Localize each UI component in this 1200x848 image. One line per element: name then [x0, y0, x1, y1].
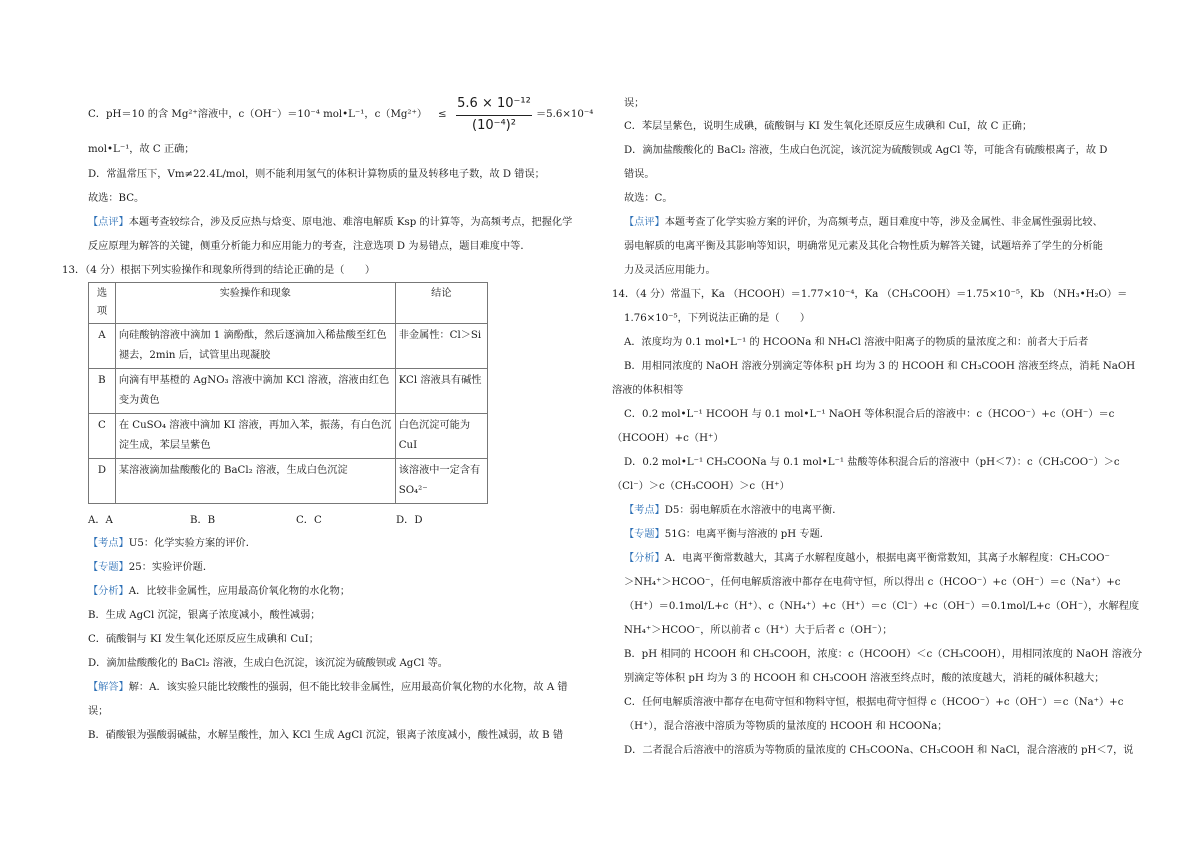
table-row: [89, 459, 488, 504]
fenxi-tag: 【分析】: [624, 553, 665, 564]
fraction-denominator: (10⁻⁴)²: [472, 118, 516, 133]
experiment-table: [88, 282, 488, 504]
zhuanti-tag: 【专题】: [88, 562, 129, 573]
q13-fenxi-a: [88, 585, 350, 599]
review-tag: 【点评】: [624, 217, 665, 228]
q14-stem-1: 14．（4 分）常温下，Ka （HCOOH）＝1.77×10⁻⁴，Ka （CH₃COOH）＝1.75×10⁻⁵，Kb （NH₃•H₂O）＝: [612, 289, 1128, 300]
q14-fenxi-7: C．任何电解质溶液中都存在电荷守恒和物料守恒，根据电荷守恒得 c（HCOO⁻）+c（OH⁻）＝c（Na⁺）+c: [624, 697, 1124, 708]
fenxi-text: A．比较非金属性，应用最高价氧化物的水化物；: [128, 586, 351, 597]
q13-choice-a: A．A: [88, 515, 113, 526]
q13-choice-d: D．D: [396, 515, 423, 526]
header-option: 选项: [89, 283, 116, 324]
r-review-1: [624, 216, 1103, 230]
row-operation: 向硅酸钠溶液中滴加 1 滴酚酞，然后逐滴加入稀盐酸至红色褪去，2min 后，试管里出现凝胶: [115, 324, 395, 369]
q13-choice-b: B．B: [190, 515, 216, 526]
zhuanti-text: 25：实验评价题．: [128, 562, 214, 573]
review-text: 本题考查了化学实验方案的评价，为高频考点，题目难度中等，涉及金属性、非金属性强弱比较、: [664, 217, 1103, 228]
review-tag: 【点评】: [88, 217, 129, 228]
kaodian-tag: 【考点】: [624, 505, 665, 516]
q13-fenxi-b: B．生成 AgCl 沉淀，银离子浓度减小，酸性减弱；: [88, 610, 321, 621]
jieda-text: 解：A．该实验只能比较酸性的强弱，但不能比较非金属性，应用最高价氧化物的水化物，故 A 错: [128, 682, 568, 693]
r-line-5: 故选：C。: [624, 193, 673, 204]
q13-jieda-2: 误；: [88, 706, 109, 717]
fenxi-tag: 【分析】: [88, 586, 129, 597]
row-conclusion: 该溶液中一定含有 SO₄²⁻: [395, 459, 487, 504]
row-option: B: [89, 369, 116, 414]
kaodian-text: U5：化学实验方案的评价．: [128, 538, 256, 549]
zhuanti-text: 51G：电离平衡与溶液的 pH 专题．: [664, 529, 830, 540]
q14-option-d-2: （Cl⁻）＞c（CH₃COOH）＞c（H⁺）: [612, 481, 790, 492]
q14-fenxi-6: 别滴定等体积 pH 均为 3 的 HCOOH 和 CH₃COOH 溶液至终点时，酸的浓度越大，消耗的碱体积越大；: [624, 673, 1105, 684]
q13-title: 13．（4 分）根据下列实验操作和现象所得到的结论正确的是（ ）: [62, 265, 376, 276]
q14-fenxi-1: [624, 552, 1110, 566]
table-row: [89, 414, 488, 459]
q14-option-c-2: （HCOOH）+c（H⁺）: [612, 433, 724, 444]
q14-option-b-2: 溶液的体积相等: [612, 385, 684, 396]
q14-fenxi-8: （H⁺），混合溶液中溶质为等物质的量浓度的 HCOOH 和 HCOONa；: [624, 721, 948, 732]
leq-symbol: ≤: [438, 109, 447, 120]
table-row: [89, 324, 488, 369]
q14-option-a: A．浓度均为 0.1 mol•L⁻¹ 的 HCOONa 和 NH₄Cl 溶液中阳离子的物质的量浓度之和：前者大于后者: [624, 337, 1089, 348]
row-conclusion: 非金属性：Cl＞Si: [395, 324, 487, 369]
q12-review-line2: 反应原理为解答的关键，侧重分析能力和应用能力的考查，注意选项 D 为易错点，题目难度中等．: [88, 241, 531, 252]
r-line-4: 错误。: [624, 169, 655, 180]
q12-review-line1: [88, 216, 572, 230]
q14-fenxi-9: D．二者混合后溶液中的溶质为等物质的量浓度的 CH₃COONa、CH₃COOH 和 NaCl，混合溶液的 pH＜7，说: [624, 745, 1134, 756]
q14-stem-2: 1.76×10⁻⁵，下列说法正确的是（ ）: [624, 313, 811, 324]
fraction-bar: [456, 115, 532, 116]
header-conclusion: 结论: [395, 283, 487, 324]
row-option: C: [89, 414, 116, 459]
q14-zhuanti: [624, 528, 830, 542]
q12-c-cont: mol•L⁻¹，故 C 正确；: [88, 144, 195, 155]
r-review-3: 力及灵活应用能力。: [624, 265, 716, 276]
q13-choice-c: C．C: [296, 515, 322, 526]
q13-jieda-3: B．硝酸银为强酸弱碱盐，水解呈酸性，加入 KCl 生成 AgCl 沉淀，银离子浓度减小，酸性减弱，故 B 错: [88, 730, 564, 741]
q12-answer: 故选：BC。: [88, 193, 145, 204]
zhuanti-tag: 【专题】: [624, 529, 665, 540]
q12-c-text: C．pH＝10 的含 Mg²⁺溶液中，c（OH⁻）＝10⁻⁴ mol•L⁻¹，c（Mg²⁺）: [88, 109, 428, 120]
q13-jieda-1: [88, 681, 568, 695]
q13-fenxi-d: D．滴加盐酸酸化的 BaCl₂ 溶液，生成白色沉淀，该沉淀为硫酸钡或 AgCl 等。: [88, 658, 448, 669]
q12-d: D．常温常压下，Vm≠22.4L/mol，则不能利用氢气的体积计算物质的量及转移电子数，故 D 错误；: [88, 169, 545, 180]
q13-fenxi-c: C．硫酸铜与 KI 发生氧化还原反应生成碘和 CuI；: [88, 634, 319, 645]
r-line-1: 误；: [624, 98, 645, 109]
q14-kaodian: [624, 504, 842, 518]
q13-kaodian: [88, 537, 256, 551]
row-option: D: [89, 459, 116, 504]
r-line-2: C．苯层呈紫色，说明生成碘，硫酸铜与 KI 发生氧化还原反应生成碘和 CuI，故 C 正确；: [624, 121, 1033, 132]
row-conclusion: 白色沉淀可能为 CuI: [395, 414, 487, 459]
q14-fenxi-5: B．pH 相同的 HCOOH 和 CH₃COOH，浓度：c（HCOOH）＜c（CH₃COOH），用相同浓度的 NaOH 溶液分: [624, 649, 1143, 660]
r-line-3: D．滴加盐酸酸化的 BaCl₂ 溶液，生成白色沉淀，该沉淀为硫酸钡或 AgCl 等，可能含有硫酸根离子，故 D: [624, 145, 1108, 156]
table-row: [89, 369, 488, 414]
q14-fenxi-2: ＞NH₄⁺＞HCOO⁻，任何电解质溶液中都存在电荷守恒，所以得出 c（HCOO⁻）+c（OH⁻）＝c（Na⁺）+c: [624, 577, 1121, 588]
row-conclusion: KCl 溶液具有碱性: [395, 369, 487, 414]
q14-option-d-1: D．0.2 mol•L⁻¹ CH₃COONa 与 0.1 mol•L⁻¹ 盐酸等体积混合后的溶液中（pH＜7）：c（CH₃COO⁻）＞c: [624, 457, 1120, 468]
kaodian-tag: 【考点】: [88, 538, 129, 549]
fenxi-text: A．电离平衡常数越大，其离子水解程度越小，根据电离平衡常数知，其离子水解程度：CH₃COO⁻: [664, 553, 1110, 564]
q12-c-result: ＝5.6×10⁻⁴: [536, 109, 594, 120]
row-operation: 向滴有甲基橙的 AgNO₃ 溶液中滴加 KCl 溶液，溶液由红色变为黄色: [115, 369, 395, 414]
r-review-2: 弱电解质的电离平衡及其影响等知识，明确常见元素及其化合物性质为解答关键，试题培养了学生的分析能: [624, 241, 1103, 252]
q14-fenxi-3: （H⁺）＝0.1mol/L+c（H⁺）、c（NH₄⁺）+c（H⁺）＝c（Cl⁻）+c（OH⁻）＝0.1mol/L+c（OH⁻），水解程度: [624, 601, 1140, 612]
ksp-fraction: [456, 96, 532, 136]
q14-option-b-1: B．用相同浓度的 NaOH 溶液分别滴定等体积 pH 均为 3 的 HCOOH 和 CH₃COOH 溶液至终点，消耗 NaOH: [624, 361, 1136, 372]
table-header-row: [89, 283, 488, 324]
kaodian-text: D5：弱电解质在水溶液中的电离平衡．: [664, 505, 843, 516]
q13-zhuanti: [88, 561, 213, 575]
review-text: 本题考查较综合，涉及反应热与焓变、原电池、难溶电解质 Ksp 的计算等，为高频考点，把握化学: [128, 217, 573, 228]
q14-fenxi-4: NH₄⁺＞HCOO⁻，所以前者 c（H⁺）大于后者 c（OH⁻）；: [624, 625, 893, 636]
row-operation: 某溶液滴加盐酸酸化的 BaCl₂ 溶液，生成白色沉淀: [115, 459, 395, 504]
row-option: A: [89, 324, 116, 369]
jieda-tag: 【解答】: [88, 682, 129, 693]
header-operation: 实验操作和现象: [115, 283, 395, 324]
row-operation: 在 CuSO₄ 溶液中滴加 KI 溶液，再加入苯，振荡，有白色沉淀生成，苯层呈紫色: [115, 414, 395, 459]
fraction-numerator: 5.6 × 10⁻¹²: [457, 96, 531, 111]
q14-option-c-1: C．0.2 mol•L⁻¹ HCOOH 与 0.1 mol•L⁻¹ NaOH 等体积混合后的溶液中：c（HCOO⁻）+c（OH⁻）＝c: [624, 409, 1115, 420]
q12-option-c-line: [88, 108, 427, 122]
